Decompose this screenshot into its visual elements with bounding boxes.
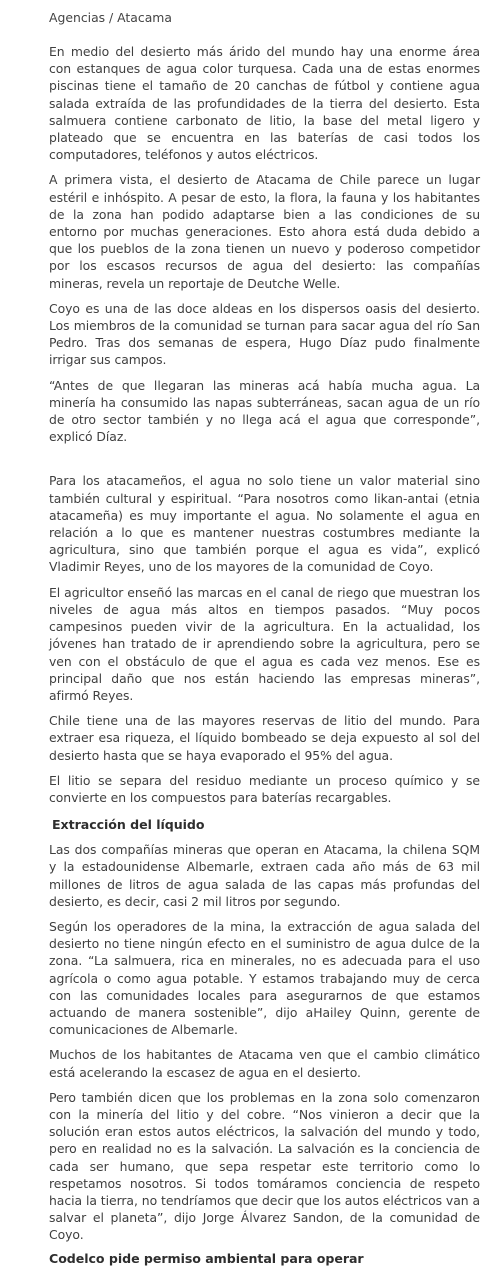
paragraph: El litio se separa del residuo mediante un proceso químico y se convierte en los compuestos para baterías recargables. <box>49 772 480 805</box>
paragraph: Para los atacameños, el agua no solo tiene un valor material sino también cultural y espiritual. “Para nosotros como likan-antai (etnia atacameña) es muy importante el agua. No solamente el agua en relación a lo que es mantener nuestras costumbres mediante la agricultura, sino que también porque el agua es vida”, explicó Vladimir Reyes, uno de los mayores de la comunidad de Coyo. <box>49 473 480 575</box>
section-heading-codelco: Codelco pide permiso ambiental para operar <box>49 1250 364 1266</box>
paragraph: Las dos compañías mineras que operan en Atacama, la chilena SQM y la estadounidense Albemarle, extraen cada año más de 63 mil millones de litros de agua salada de las capas más profundas del desierto, es decir, casi 2 mil litros por segundo. <box>49 842 480 909</box>
paragraph: Según los operadores de la mina, la extracción de agua salada del desierto no tiene ningún efecto en el suministro de agua dulce de la zona. “La salmuera, rica en minerales, no es adecuada para el uso agrícola o como agua potable. Y estamos trabajando muy de cerca con las comunidades locales para asegurarnos de que estamos actuando de manera sostenible”, dijo aHailey Quinn, gerente de comunicaciones de Albemarle. <box>49 918 480 1038</box>
paragraph: Muchos de los habitantes de Atacama ven que el cambio climático está acelerando la escasez de agua en el desierto. <box>49 1047 480 1080</box>
paragraph: En medio del desierto más árido del mundo hay una enorme área con estanques de agua color turquesa. Cada una de estas enormes piscinas tiene el tamaño de 20 canchas de fútbol y contiene agua salada extraída de las profundidades de la tierra del desierto. Esta salmuera contiene carbonato de litio, la base del metal ligero y plateado que se encuentra en las baterías de casi todos los computadores, teléfonos y autos eléctricos. <box>49 44 480 163</box>
paragraph: “Antes de que llegaran las mineras acá había mucha agua. La minería ha consumido las napas subterráneas, sacan agua de un río de otro sector también y no llega acá el agua que corresponde”, explicó Díaz. <box>49 377 480 445</box>
paragraph: Chile tiene una de las mayores reservas de litio del mundo. Para extraer esa riqueza, el líquido bombeado se deja expuesto al sol del desierto hasta que se haya evaporado el 95% del agua. <box>49 713 480 763</box>
section-heading-extraccion: Extracción del líquido <box>52 817 205 833</box>
byline: Agencias / Atacama <box>49 10 172 25</box>
paragraph: El agricultor enseñó las marcas en el canal de riego que muestran los niveles de agua más altos en tiempos pasados. “Muy pocos campesinos pueden vivir de la agricultura. En la actualidad, los jóvenes han tratado de ir aprendiendo sobre la agricultura, pero se ven con el obstáculo de que el agua es cada vez menos. Ese es principal daño que nos están haciendo las empresas mineras”, afirmó Reyes. <box>49 584 480 703</box>
paragraph: Coyo es una de las doce aldeas en los dispersos oasis del desierto. Los miembros de la comunidad se turnan para sacar agua del río San Pedro. Tras dos semanas de espera, Hugo Díaz pudo finalmente irrigar sus campos. <box>49 300 480 368</box>
paragraph: A primera vista, el desierto de Atacama de Chile parece un lugar estéril e inhóspito. A pesar de esto, la flora, la fauna y los habitantes de la zona han podido adaptarse bien a las condiciones de su entorno por muchas generaciones. Esto ahora está duda debido a que los pueblos de la zona tienen un nuevo y poderoso competidor por los escasos recursos de agua del desierto: las compañías mineras, revela un reportaje de Deutche Welle. <box>49 172 480 291</box>
paragraph: Pero también dicen que los problemas en la zona solo comenzaron con la minería del litio y del cobre. “Nos vinieron a decir que la solución eran estos autos eléctricos, la salvación del mundo y todo, pero en realidad no es la salvación. La salvación es la conciencia de cada ser humano, que sepa respetar este territorio como lo respetamos nosotros. Si todos tomáramos conciencia de respeto hacia la tierra, no tendríamos que decir que los autos eléctricos van a salvar el planeta”, dijo Jorge Álvarez Sandon, de la comunidad de Coyo. <box>49 1089 480 1243</box>
